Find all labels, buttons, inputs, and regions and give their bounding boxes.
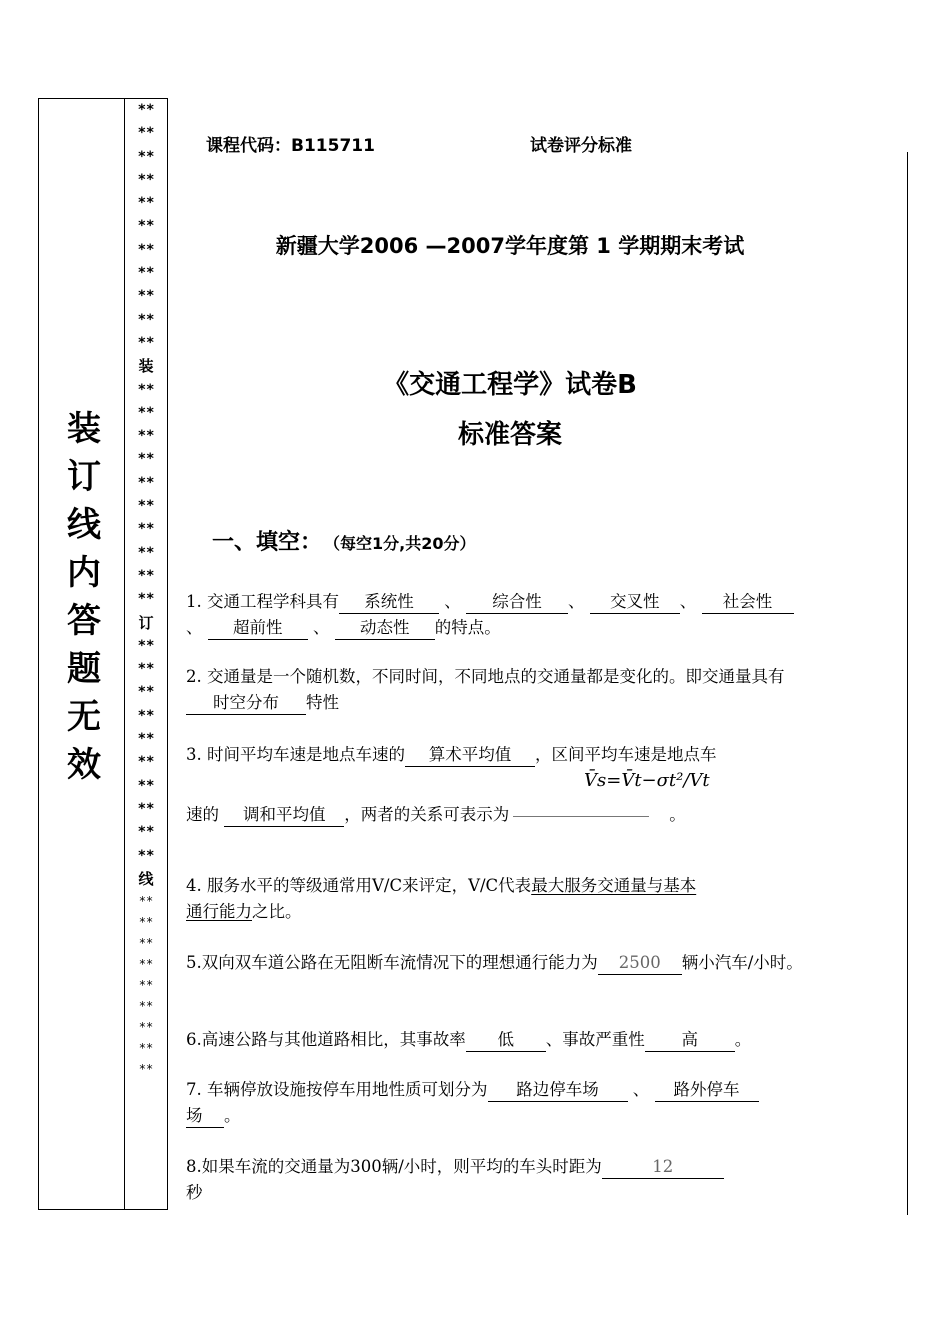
binding-stars: ** — [137, 265, 155, 282]
q7-answer-2-part-2: 场 — [186, 1105, 224, 1128]
binding-star-column — [128, 99, 164, 1080]
q3-answer-2: 调和平均值 — [224, 804, 344, 827]
q3-line2-mid: ，两者的关系可表示为 — [344, 805, 510, 824]
binding-stars: ** — [137, 637, 155, 654]
question-3-line-2 — [186, 802, 836, 828]
binding-stars: ** — [137, 171, 155, 188]
binding-divider-line — [124, 98, 125, 1210]
q1-answer-1: 系统性 — [339, 591, 439, 614]
q1-answer-2: 综合性 — [466, 591, 568, 614]
section-title: 一、填空： — [212, 530, 323, 555]
q3-line2-prefix: 速的 — [186, 805, 219, 824]
paper-type: 试卷评分标准 — [530, 136, 632, 156]
q7-suffix: 。 — [224, 1106, 241, 1125]
q3-suffix: 。 — [669, 805, 686, 824]
q6-answer-2: 高 — [645, 1029, 735, 1052]
q4-answer-part-1: 最大服务交通量与基本 — [531, 876, 697, 895]
q7-answer-1: 路边停车场 — [488, 1079, 628, 1102]
binding-stars: ** — [137, 474, 155, 491]
q8-suffix: 秒 — [186, 1183, 203, 1202]
warning-char: 内 — [67, 553, 101, 593]
binding-stars: ** — [137, 288, 155, 305]
binding-stars: ** — [138, 999, 154, 1014]
binding-stars: ** — [137, 125, 155, 142]
q1-answer-5: 超前性 — [208, 617, 308, 640]
q2-suffix: 特性 — [306, 693, 339, 712]
binding-stars: ** — [137, 800, 155, 817]
binding-stars: ** — [137, 498, 155, 515]
binding-stars: ** — [137, 148, 155, 165]
binding-mark: 装 — [138, 357, 154, 376]
binding-stars: ** — [137, 591, 155, 608]
binding-stars: ** — [137, 661, 155, 678]
q1-sep: 、 — [186, 618, 203, 637]
q6-suffix: 。 — [734, 1030, 752, 1049]
binding-stars: ** — [138, 1062, 154, 1077]
binding-stars: ** — [137, 451, 155, 468]
q6-answer-1: 低 — [466, 1029, 546, 1052]
q4-prefix: 4. 服务水平的等级通常用V/C来评定，V/C代表 — [186, 876, 532, 895]
q2-text: 2. 交通量是一个随机数，不同时间，不同地点的交通量都是变化的。即交通量具有 — [186, 667, 785, 686]
binding-stars: ** — [137, 754, 155, 771]
binding-stars: ** — [137, 567, 155, 584]
question-5 — [186, 950, 836, 976]
paper-title: 《交通工程学》试卷B — [383, 370, 637, 400]
warning-char: 题 — [67, 649, 101, 689]
binding-stars: ** — [138, 1020, 154, 1035]
binding-mark: 订 — [138, 613, 154, 632]
binding-stars: ** — [138, 936, 154, 951]
course-code: 课程代码：B115711 — [206, 136, 375, 156]
answer-title: 标准答案 — [457, 420, 562, 450]
binding-stars: ** — [137, 404, 155, 421]
question-4 — [186, 873, 836, 925]
q6-mid: 、事故严重性 — [545, 1030, 645, 1049]
binding-stars: ** — [137, 684, 155, 701]
q3-prefix: 3. 时间平均车速是地点车速的 — [186, 745, 405, 764]
exam-title: 新疆大学2006 —2007学年度第 1 学期期末考试 — [275, 234, 745, 258]
q3-mid: ，区间平均车速是地点车 — [535, 745, 717, 764]
q1-sep: 、 — [679, 592, 697, 611]
q1-answer-6: 动态性 — [335, 617, 435, 640]
binding-stars: ** — [137, 777, 155, 794]
binding-mark: 线 — [138, 869, 154, 888]
binding-stars: ** — [137, 218, 155, 235]
binding-stars: ** — [137, 241, 155, 258]
q6-prefix: 6.高速公路与其他道路相比，其事故率 — [186, 1030, 466, 1049]
binding-stars: ** — [137, 731, 155, 748]
binding-stars: ** — [137, 102, 155, 118]
section-heading — [212, 525, 476, 556]
binding-stars: ** — [137, 311, 155, 328]
binding-stars: ** — [138, 957, 154, 972]
q5-suffix: 辆小汽车/小时。 — [681, 953, 803, 972]
binding-stars: ** — [137, 428, 155, 445]
q4-answer-part-2: 通行能力 — [186, 902, 252, 921]
binding-warning — [60, 405, 108, 789]
q7-sep: 、 — [632, 1080, 650, 1099]
binding-stars: ** — [137, 381, 155, 398]
q3-formula-blank — [513, 815, 649, 817]
q4-suffix: 之比。 — [252, 902, 302, 921]
q1-sep: 、 — [444, 592, 461, 611]
warning-char: 线 — [67, 505, 101, 545]
question-6 — [186, 1027, 846, 1053]
question-7 — [186, 1077, 836, 1129]
warning-char: 装 — [67, 409, 101, 449]
q5-answer: 2500 — [598, 952, 682, 975]
warning-char: 答 — [67, 601, 101, 641]
binding-stars: ** — [137, 544, 155, 561]
right-margin-rule — [907, 152, 908, 1215]
q3-formula-text: V̄s=V̄t−σt²/Vt — [584, 770, 710, 791]
question-1 — [186, 589, 836, 641]
q1-sep: 、 — [568, 592, 585, 611]
question-3-line-1 — [186, 742, 836, 768]
q2-answer: 时空分布 — [186, 692, 306, 715]
q1-answer-3: 交叉性 — [590, 591, 680, 614]
q3-formula — [584, 770, 710, 791]
question-8 — [186, 1154, 836, 1206]
q5-prefix: 5.双向双车道公路在无阻断车流情况下的理想通行能力为 — [186, 953, 598, 972]
warning-char: 无 — [67, 697, 101, 737]
binding-stars: ** — [137, 847, 155, 864]
binding-stars: ** — [137, 195, 155, 212]
question-2 — [186, 664, 836, 716]
q8-answer: 12 — [602, 1156, 724, 1179]
q8-prefix: 8.如果车流的交通量为300辆/小时，则平均的车头时距为 — [186, 1157, 602, 1176]
q7-prefix: 7. 车辆停放设施按停车用地性质可划分为 — [186, 1080, 488, 1099]
warning-char: 效 — [67, 745, 101, 785]
q1-suffix: 的特点。 — [434, 618, 501, 637]
binding-stars: ** — [137, 824, 155, 841]
q1-prefix: 1. 交通工程学科具有 — [186, 592, 339, 611]
binding-stars: ** — [138, 978, 154, 993]
q1-answer-4: 社会性 — [702, 591, 794, 614]
section-note: （每空1分,共20分） — [332, 534, 476, 553]
binding-stars: ** — [138, 894, 154, 909]
q1-sep: 、 — [313, 618, 330, 637]
binding-stars: ** — [137, 521, 155, 538]
warning-char: 订 — [67, 457, 101, 497]
binding-stars: ** — [137, 334, 155, 351]
binding-stars: ** — [137, 707, 155, 724]
binding-stars: ** — [138, 1041, 154, 1056]
binding-stars: ** — [138, 915, 154, 930]
q3-answer-1: 算术平均值 — [405, 744, 535, 767]
q7-answer-2-part-1: 路外停车 — [655, 1079, 759, 1102]
